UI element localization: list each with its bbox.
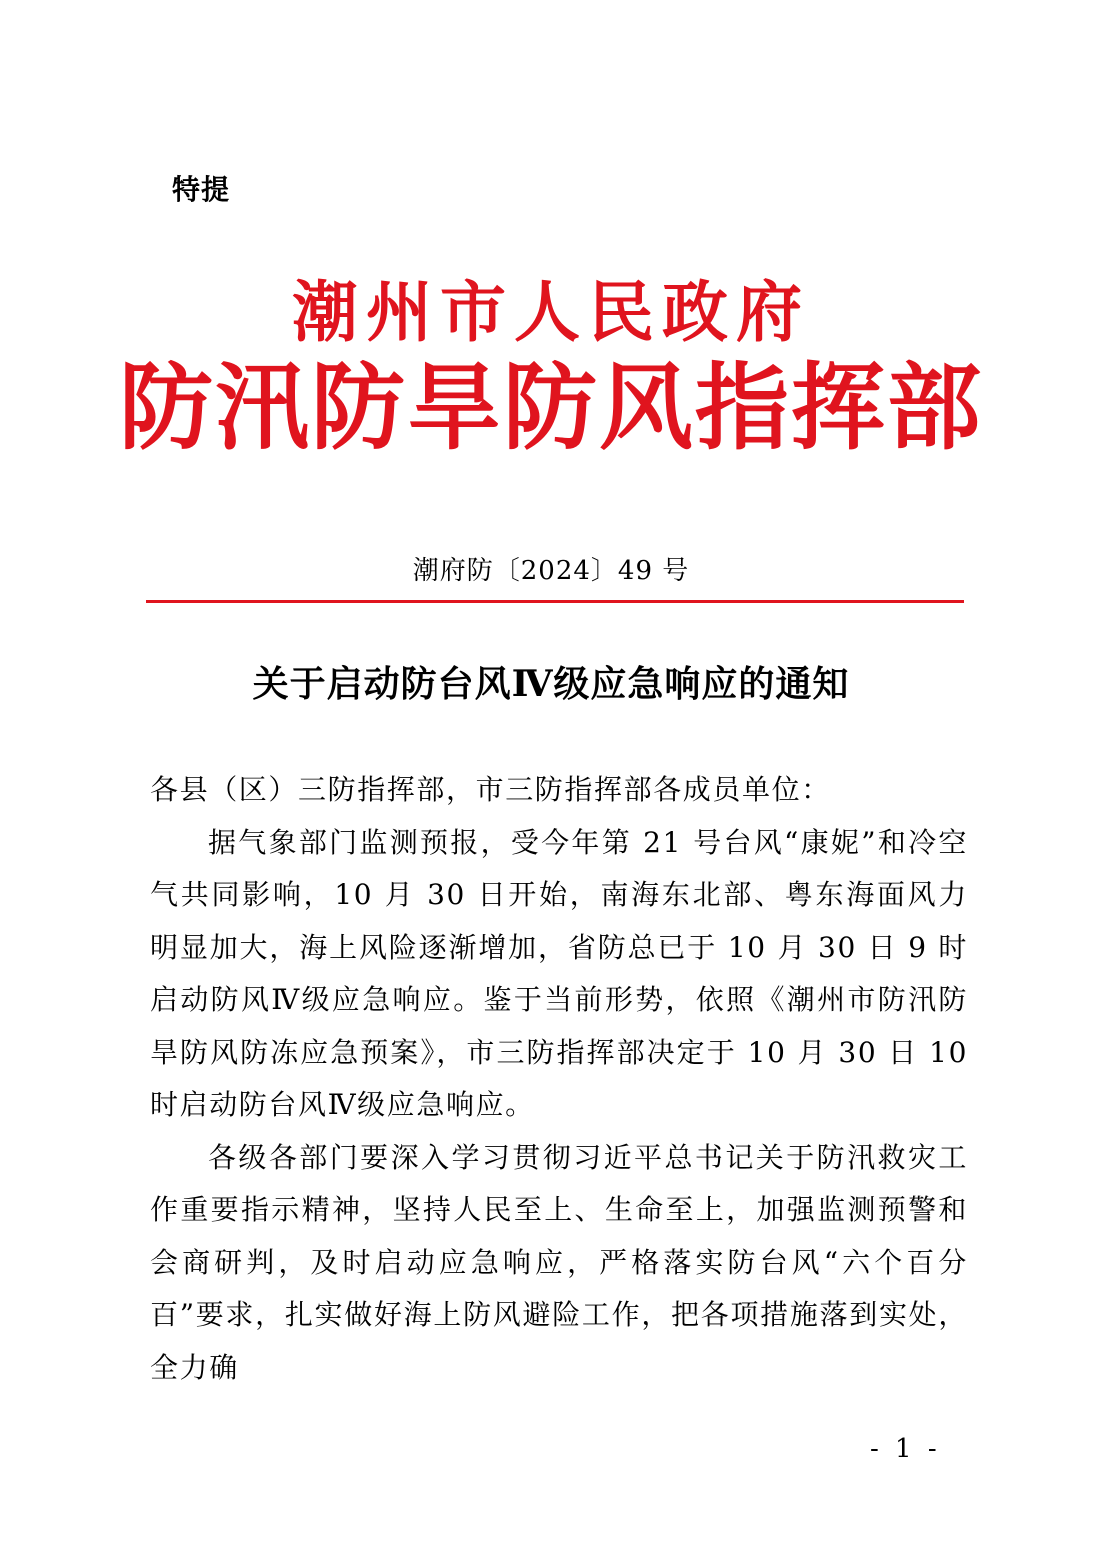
document-body — [150, 764, 968, 1394]
page-number: - 1 - — [870, 1434, 941, 1464]
document-title: 关于启动防台风Ⅳ级应急响应的通知 — [252, 663, 850, 705]
document-number: 潮府防〔2024〕49 号 — [412, 556, 690, 586]
issuing-authority-line1: 潮州市人民政府 — [292, 273, 810, 351]
salutation: 各县（区）三防指挥部，市三防指挥部各成员单位： — [150, 773, 831, 806]
urgency-label: 特提 — [172, 173, 231, 206]
red-divider-line — [146, 600, 964, 603]
issuing-authority-line2: 防汛防旱防风指挥部 — [118, 353, 983, 463]
body-paragraph-2: 各级各部门要深入学习贯彻习近平总书记关于防汛救灾工作重要指示精神，坚持人民至上、生命至上，加强监测预警和会商研判，及时启动应急响应，严格落实防台风“六个百分百”要求，扎实做好海上防风避险工作，把各项措施落到实处，全力确 — [150, 1140, 968, 1384]
body-paragraph-1: 据气象部门监测预报，受今年第 21 号台风“康妮”和冷空气共同影响，10 月 30 日开始，南海东北部、粤东海面风力明显加大，海上风险逐渐增加，省防总已于 10 月 30 日 9 时启动防风Ⅳ级应急响应。鉴于当前形势，依照《潮州市防汛防旱防风防冻应急预案》，市三防指挥部决定于 10 月 30 日 10 时启动防台风Ⅳ级应急响应。 — [150, 825, 968, 1121]
